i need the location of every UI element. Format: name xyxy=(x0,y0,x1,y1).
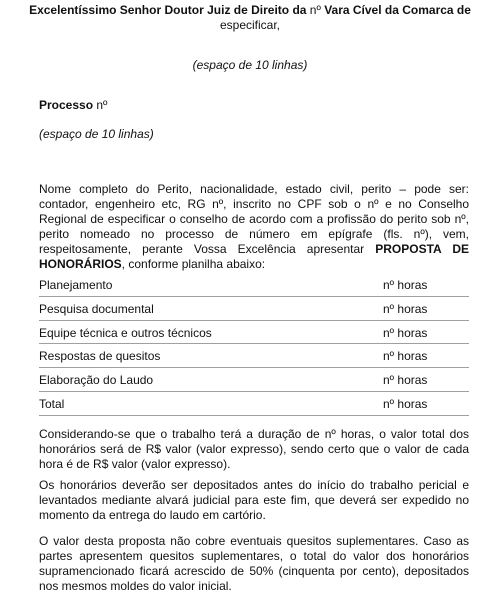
row-value: nº horas xyxy=(383,325,428,340)
row-label: Pesquisa documental xyxy=(39,301,154,316)
row-value: nº horas xyxy=(383,278,428,292)
intro-text-end: , conforme planilha abaixo: xyxy=(121,257,266,271)
court-header xyxy=(20,3,480,33)
row-value: nº horas xyxy=(383,301,428,316)
payment-paragraph: Os honorários deverão ser depositados antes do início do trabalho pericial e levantados mediante alvará judicial para este fim, que deverá ser expedido no momento da entrega do laudo em cartório. xyxy=(39,478,469,522)
header-line1-part1: Excelentíssimo Senhor Doutor Juiz de Direito da xyxy=(29,3,307,17)
row-label: Equipe técnica e outros técnicos xyxy=(39,325,212,340)
table-row xyxy=(39,392,469,416)
duration-paragraph: Considerando-se que o trabalho terá a duração de nº horas, o valor total dos honorários será de R$ valor (valor expresso), sendo certo que o valor de cada hora é de R$ valor (valor expresso). xyxy=(39,427,469,471)
row-label: Total xyxy=(39,396,65,411)
processo-number: nº xyxy=(93,98,108,112)
fee-table xyxy=(39,273,469,416)
header-line1-number: nº xyxy=(306,3,325,17)
table-row xyxy=(39,273,469,297)
space-note-1: (espaço de 10 linhas) xyxy=(192,58,308,72)
header-line2: especificar, xyxy=(219,18,281,32)
row-label: Planejamento xyxy=(39,278,113,292)
row-label: Elaboração do Laudo xyxy=(39,373,154,388)
row-value: nº horas xyxy=(383,396,428,411)
proposal-title: PROPOSTA DE HONORÁRIOS xyxy=(39,242,469,271)
table-row xyxy=(39,321,469,345)
space-note-2: (espaço de 10 linhas) xyxy=(39,127,154,141)
header-line1-part2: Vara Cível da Comarca de xyxy=(324,3,471,17)
table-row xyxy=(39,344,469,368)
table-row xyxy=(39,297,469,321)
row-label: Respostas de quesitos xyxy=(39,349,161,364)
processo-label: Processo xyxy=(39,98,94,112)
table-row xyxy=(39,368,469,392)
supplementary-paragraph: O valor desta proposta não cobre eventuais quesitos suplementares. Caso as partes apresentem quesitos suplementares, o total do valor dos honorários supramencionado ficará acrescido de 50% (cinquenta por cento), depositados nos mesmos moldes do valor inicial. xyxy=(39,534,469,593)
row-value: nº horas xyxy=(383,373,428,388)
intro-paragraph xyxy=(39,182,469,272)
processo-heading xyxy=(39,98,107,113)
intro-text: Nome completo do Perito, nacionalidade, estado civil, perito – pode ser: contador, engenheiro etc, RG nº, inscrito no CPF sob o nº e no Conselho Regional de especificar o conselho de acordo com a profissão do perito sob nº, perito nomeado no processo de número em epígrafe (fls. nº), vem, respeitosamente, perante Vossa Excelência apresentar xyxy=(39,182,469,256)
row-value: nº horas xyxy=(383,349,428,364)
